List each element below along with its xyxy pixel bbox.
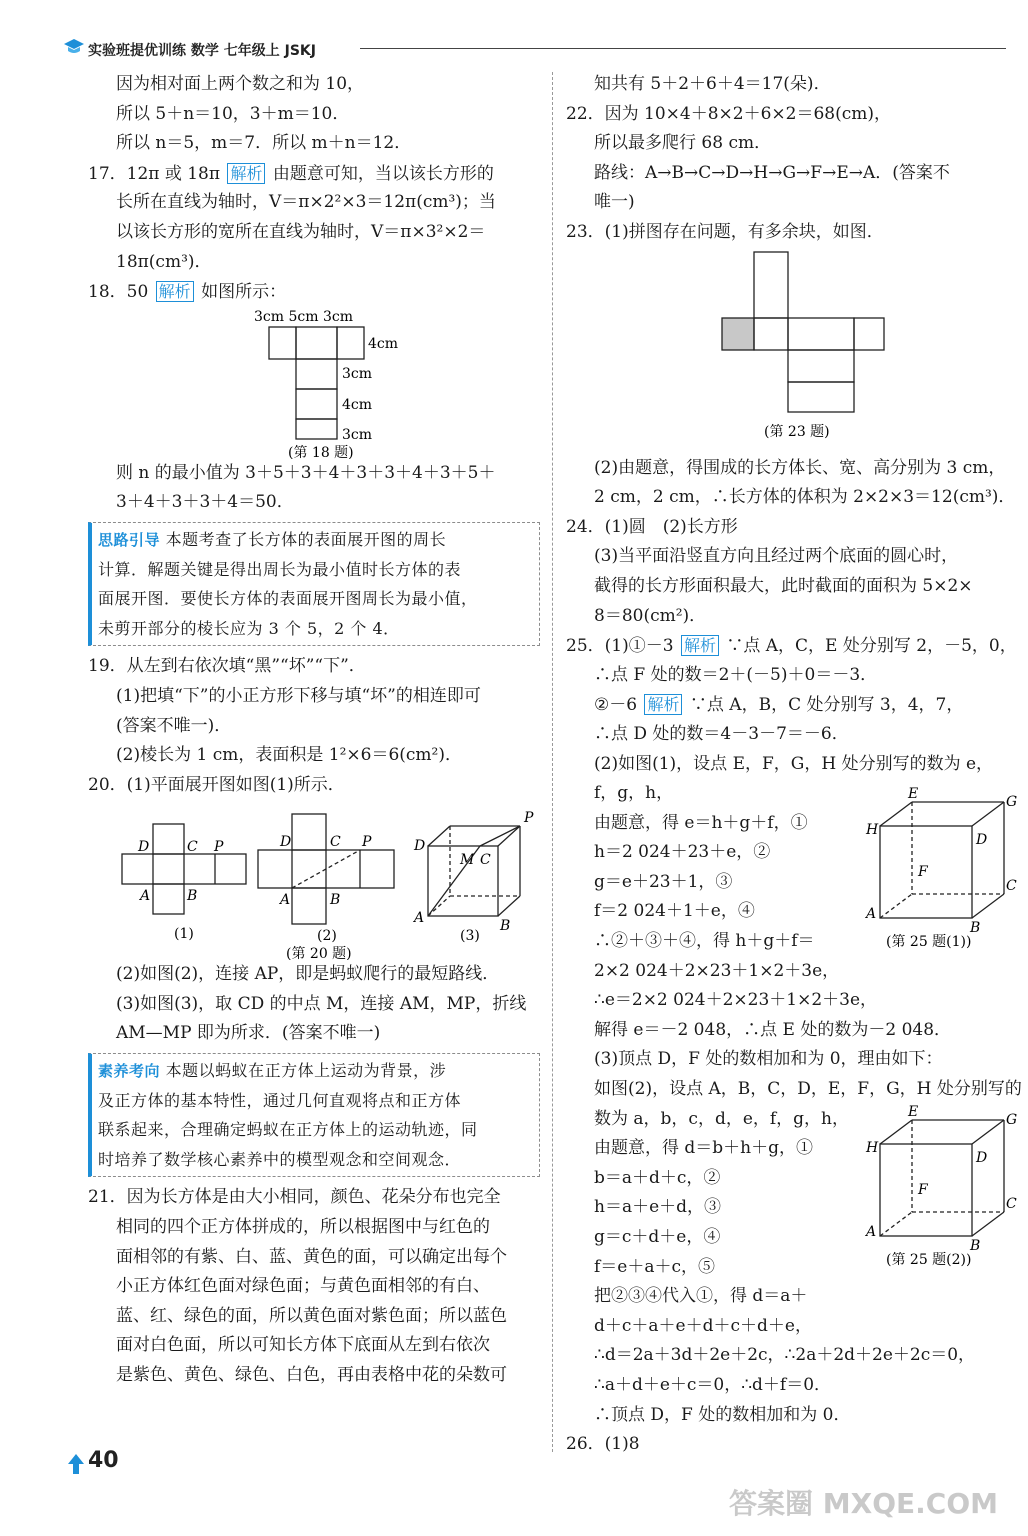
analysis-tag: 解析	[156, 281, 194, 302]
q25-line: ②－6 解析 ∵点 A，B，C 处分别写 3，4，7，	[594, 695, 964, 716]
text-line: d＋c＋a＋e＋d＋c＋d＋e，	[594, 1315, 812, 1336]
text-line: (2)如图(1)，设点 E，F，G，H 处分别写的数为 e，	[594, 753, 994, 774]
figure-25-2	[860, 1104, 1020, 1270]
svg-text:F: F	[918, 864, 928, 880]
text-line: 如图(2)，设点 A，B，C，D，E，F，G，H 处分别写的	[594, 1079, 1022, 1100]
svg-text:P: P	[524, 810, 534, 827]
text-line: g＝e＋23＋1，③	[594, 871, 733, 892]
svg-text:A: A	[414, 910, 425, 927]
text-line: ∴e＝2×2 024＋2×23＋1×2＋3e，	[594, 990, 878, 1011]
text-line: 所以 5＋n＝10，3＋m＝10．	[116, 103, 350, 124]
svg-text:B: B	[187, 888, 198, 905]
tip-label: 素养考向	[98, 1062, 161, 1081]
text-line: 21．因为长方体是由大小相同，颜色、花朵分布也完全	[88, 1187, 501, 1208]
text-line: ∴点 D 处的数＝4－3－7＝－6．	[594, 723, 849, 744]
svg-text:P: P	[214, 839, 224, 856]
text-line: (2)棱长为 1 cm，表面积是 1²×6＝6(cm²)．	[116, 745, 462, 766]
page-number: 40	[88, 1448, 119, 1473]
figure-23-diagram	[566, 248, 1012, 454]
text-line: h＝a＋e＋d，③	[594, 1197, 722, 1218]
q25-line: 25．(1)①－3 解析 ∵点 A，C，E 处分别写 2，－5，0，	[566, 636, 1017, 657]
fig18-top-label: 3cm 5cm 3cm	[254, 308, 353, 325]
tip-line: 计算．解题关键是得出周长为最小值时长方体的表	[98, 559, 462, 579]
text-line: AM—MP 即为所求．(答案不唯一)	[116, 1023, 381, 1044]
tip-line	[98, 525, 533, 555]
tip-line: 及正方体的基本特性，通过几何直观将点和正方体	[98, 1090, 462, 1110]
text-line: 小正方体红色面对绿色面；与黄色面相邻的有白、	[116, 1276, 490, 1297]
svg-text:P: P	[362, 834, 372, 851]
text-line: 19．从左到右依次填“黑”“坏”“下”．	[88, 656, 366, 677]
text-line: (2)如图(2)，连接 AP，即是蚂蚁爬行的最短路线．	[116, 964, 500, 985]
svg-text:C: C	[330, 834, 341, 851]
text-line: 则 n 的最小值为 3＋5＋3＋4＋3＋3＋4＋3＋5＋	[116, 462, 496, 483]
svg-text:(3): (3)	[460, 928, 480, 945]
tip-text: 本题考查了长方体的表面展开图的周长	[165, 529, 447, 549]
text-line: 所以最多爬行 68 cm．	[594, 133, 772, 154]
tip-line: 未剪开部分的棱长应为 3 个 5，2 个 4．	[98, 618, 400, 638]
header-rule	[360, 48, 1006, 49]
text-line: 蓝、红、绿色的面，所以黄色面对紫色面；所以蓝色	[116, 1305, 507, 1326]
svg-text:M: M	[460, 852, 475, 869]
svg-text:E: E	[908, 786, 919, 802]
fig25-2-caption: (第 25 题(2))	[886, 1252, 972, 1268]
tip-line	[98, 1056, 533, 1086]
svg-text:B: B	[500, 918, 511, 935]
text-line: 截得的长方形面积最大，此时截面的面积为 5×2×	[594, 575, 973, 596]
column-divider	[552, 72, 553, 1452]
tip-line: 时培养了数学核心素养中的模型观念和空间观念．	[98, 1149, 462, 1169]
svg-text:A: A	[280, 892, 291, 909]
text-line: ∴②＋③＋④，得 h＋g＋f＝	[594, 931, 815, 952]
text-line: 26．(1)8	[566, 1434, 640, 1455]
figure-23	[566, 248, 1012, 454]
text-line: 唯一)	[594, 192, 635, 213]
text-line: 2×2 024＋2×23＋1×2＋3e，	[594, 960, 840, 981]
text-line: 8＝80(cm²)．	[594, 605, 707, 626]
tip-line: 面展开图．要使长方体的表面展开图周长为最小值，	[98, 589, 478, 609]
text-line: 22．因为 10×4＋8×2＋6×2＝68(cm)，	[566, 103, 892, 124]
text-line: b＝a＋d＋c，②	[594, 1167, 721, 1188]
text-line: ∴点 F 处的数＝2＋(－5)＋0＝－3．	[594, 664, 878, 685]
figure-18-diagram	[88, 307, 540, 459]
text-line: 解得 e＝－2 048，∴点 E 处的数为－2 048．	[594, 1019, 952, 1040]
text-line: 知共有 5＋2＋6＋4＝17(朵)．	[594, 74, 831, 94]
text-line: (答案不唯一)．	[116, 715, 232, 736]
q17-text: 由题意可知，当以该长方形的	[272, 163, 494, 184]
svg-text:F: F	[918, 1182, 928, 1198]
text-line: f，g，h，	[594, 783, 674, 804]
svg-text:B: B	[970, 920, 981, 936]
svg-text:A: A	[866, 906, 877, 922]
text-line: h＝2 024＋23＋e，②	[594, 842, 771, 863]
svg-text:D: D	[280, 834, 292, 851]
fig18-label: 3cm	[342, 426, 373, 443]
text-line: 由题意，得 d＝b＋h＋g，①	[594, 1138, 813, 1159]
text-line: 2 cm，2 cm，∴长方体的体积为 2×2×3＝12(cm³)．	[594, 487, 1016, 508]
text-line: 面相邻的有紫、白、蓝、黄色的面，可以确定出每个	[116, 1246, 507, 1267]
text-line: 20．(1)平面展开图如图(1)所示．	[88, 774, 345, 795]
text-line: f＝2 024＋1＋e，④	[594, 901, 755, 922]
text-line: 23．(1)拼图存在问题，有多余块，如图．	[566, 221, 884, 242]
watermark: 答案圈 MXQE.COM	[729, 1487, 998, 1520]
text-line: ∴a＋d＋e＋c＝0，∴d＋f＝0．	[594, 1374, 832, 1395]
fig20-caption: (第 20 题)	[286, 946, 352, 961]
text-line: 因为相对面上两个数之和为 10，	[116, 74, 365, 94]
text-line: (2)由题意，得围成的长方体长、宽、高分别为 3 cm，	[594, 457, 1006, 478]
text-line: 面对白色面，所以可知长方体下底面从左到右依次	[116, 1335, 490, 1356]
analysis-tag: 解析	[681, 635, 719, 656]
text-line: ∴d＝2a＋3d＋2e＋2c，∴2a＋2d＋2e＋2c＝0，	[594, 1345, 976, 1366]
svg-text:(1): (1)	[174, 926, 194, 943]
svg-text:C: C	[187, 839, 198, 856]
text-line: 长所在直线为轴时，V＝π×2²×3＝12π(cm³)；当	[116, 192, 496, 213]
svg-text:D: D	[976, 1150, 988, 1166]
text-line: 路线：A→B→C→D→H→G→F→E→A．(答案不	[594, 162, 950, 183]
tip-label: 思路引导	[98, 530, 161, 549]
tip-text: 本题以蚂蚁在正方体上运动为背景，涉	[165, 1061, 447, 1081]
svg-text:D: D	[414, 838, 426, 855]
svg-text:E: E	[908, 1104, 919, 1120]
figure-18	[88, 307, 540, 459]
fig18-label: 3cm	[342, 365, 373, 382]
fig18-caption: (第 18 题)	[288, 444, 354, 459]
q18-text: 如图所示：	[201, 282, 287, 303]
tip-box-approach	[88, 522, 540, 646]
analysis-tag: 解析	[227, 163, 265, 184]
text-line: 所以 n＝5，m＝7．所以 m＋n＝12．	[116, 133, 412, 154]
text-line: 以该长方形的宽所在直线为轴时，V＝π×3²×2＝	[116, 221, 486, 242]
page-arrow-icon	[66, 1452, 86, 1476]
q17-line	[88, 159, 540, 189]
text-line: 由题意，得 e＝h＋g＋f，①	[594, 812, 808, 833]
text-line: 18π(cm³)．	[116, 251, 212, 272]
text-line: 是紫色、黄色、绿色、白色，再由表格中花的朵数可	[116, 1365, 507, 1385]
svg-text:D: D	[138, 839, 150, 856]
text-line: 3＋4＋3＋3＋4＝50．	[116, 492, 294, 513]
svg-text:C: C	[1006, 1196, 1017, 1212]
svg-text:C: C	[1006, 878, 1017, 894]
tip-box-literacy	[88, 1053, 540, 1177]
text-line: 数为 a，b，c，d，e，f，g，h，	[594, 1108, 850, 1129]
svg-text:A: A	[140, 888, 151, 905]
text-line: 相同的四个正方体拼成的，所以根据图中与红色的	[116, 1217, 490, 1238]
book-logo-icon	[62, 36, 86, 56]
text-line: (3)当平面沿竖直方向且经过两个底面的圆心时，	[594, 546, 959, 567]
fig25-1-caption: (第 25 题(1))	[886, 934, 972, 950]
text-line: f＝e＋a＋c，⑤	[594, 1256, 716, 1277]
header-title: 实验班提优训练 数学 七年级上 JSKJ	[88, 43, 316, 59]
svg-text:H: H	[866, 1140, 879, 1156]
svg-text:B: B	[330, 892, 341, 909]
fig18-label: 4cm	[342, 396, 373, 413]
q17-answer: 17．12π 或 18π	[88, 163, 221, 184]
fig23-caption: (第 23 题)	[764, 423, 830, 440]
analysis-tag: 解析	[644, 694, 682, 715]
q18-line	[88, 277, 540, 307]
left-column	[88, 70, 540, 1391]
text-line: (1)把填“下”的小正方形下移与填“坏”的相连即可	[116, 685, 481, 706]
text-line: (3)如图(3)，取 CD 的中点 M，连接 AM，MP，折线	[116, 993, 527, 1014]
svg-text:G: G	[1006, 1112, 1018, 1128]
text-line: (3)顶点 D，F 处的数相加和为 0，理由如下：	[594, 1049, 943, 1070]
q18-answer: 18．50	[88, 282, 149, 303]
fig18-label: 4cm	[368, 335, 399, 352]
svg-text:D: D	[976, 832, 988, 848]
svg-text:C: C	[480, 852, 491, 869]
svg-text:A: A	[866, 1224, 877, 1240]
figure-25-1	[860, 786, 1020, 952]
figure-20	[88, 800, 540, 960]
tip-line: 联系起来，合理确定蚂蚁在正方体上的运动轨迹，同	[98, 1120, 478, 1140]
svg-text:B: B	[970, 1238, 981, 1254]
text-line: 把②③④代入①，得 d＝a＋	[594, 1286, 808, 1307]
text-line: g＝c＋d＋e，④	[594, 1227, 721, 1247]
figure-20-diagram	[88, 800, 540, 960]
svg-text:H: H	[866, 822, 879, 838]
text-line: ∴顶点 D，F 处的数相加和为 0．	[594, 1404, 851, 1425]
svg-text:G: G	[1006, 794, 1018, 810]
text-line: 24．(1)圆 (2)长方形	[566, 516, 738, 537]
svg-text:(2): (2)	[317, 928, 337, 945]
